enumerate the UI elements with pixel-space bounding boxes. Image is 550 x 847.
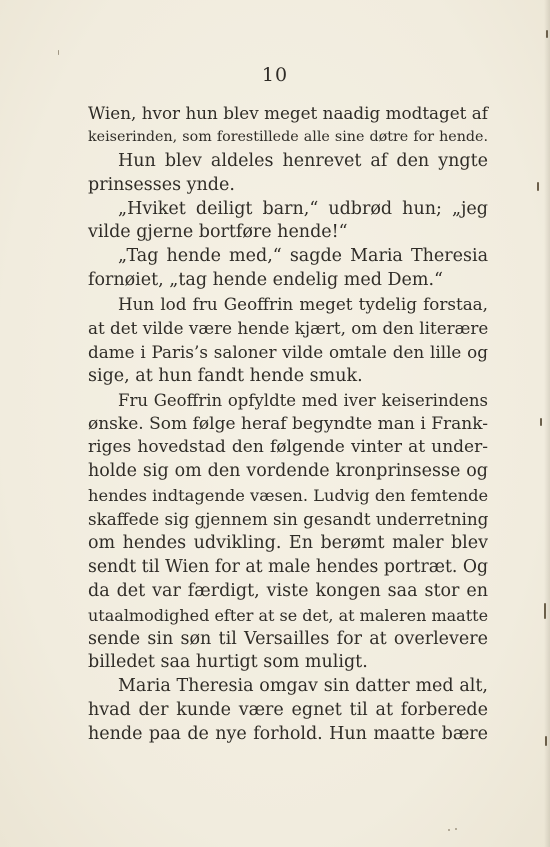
text-line: keiserinden, som forestillede alle sine døtre for hende. (88, 128, 488, 145)
text-line: „Tag hende med,“ sagde Maria Theresia (118, 246, 488, 267)
text-line: Fru Geoffrin opfyldte med iver keiserindens (118, 390, 488, 410)
text-line: Hun blev aldeles henrevet af den yngte (118, 150, 488, 171)
page-edge-shadow (544, 0, 550, 847)
text-line: dame i Paris’s saloner vilde omtale den lille og (88, 341, 488, 362)
text-line: hendes indtagende væsen. Ludvig den femtende (88, 486, 489, 506)
text-line: Maria Theresia omgav sin datter med alt, (118, 676, 488, 697)
text-line: sendt til Wien for at male hendes portræt. Og (88, 556, 489, 577)
margin-speck (544, 603, 546, 619)
body-text (88, 102, 488, 747)
margin-speck (540, 418, 542, 426)
text-line: Hun lod fru Geoffrin meget tydelig forstaa, (118, 294, 488, 315)
text-line: da det var færdigt, viste kongen saa stor en (88, 580, 488, 601)
margin-speck (537, 182, 539, 191)
text-line: „Hviket deiligt barn,“ udbrød hun; „jeg (118, 198, 488, 219)
text-line: hvad der kunde være egnet til at forberede (88, 700, 488, 721)
text-line: utaalmodighed efter at se det, at maleren maatte (88, 605, 489, 625)
margin-speck (545, 736, 547, 746)
text-line: om hendes udvikling. En berømt maler blev (88, 533, 488, 554)
page-number: 10 (261, 64, 289, 86)
margin-speck (455, 828, 457, 830)
text-line: Wien, hvor hun blev meget naadig modtaget af (88, 103, 488, 123)
text-line: skaffede sig gjennem sin gesandt underretning (88, 509, 489, 530)
text-line: sige, at hun fandt hende smuk. (88, 365, 363, 386)
text-line: fornøiet, „tag hende endelig med Dem.“ (88, 270, 443, 291)
text-line: billedet saa hurtigt som muligt. (88, 652, 368, 673)
margin-speck (58, 50, 59, 55)
text-line: riges hovedstad den følgende vinter at under- (88, 437, 488, 458)
text-line: prinsesses ynde. (88, 174, 235, 195)
margin-speck (448, 829, 450, 831)
text-line: at det vilde være hende kjært, om den literære (88, 318, 489, 339)
text-line: ønske. Som følge heraf begyndte man i Frank- (88, 413, 488, 434)
margin-speck (546, 30, 548, 38)
text-line: hende paa de nye forhold. Hun maatte bære (88, 724, 488, 745)
text-line: sende sin søn til Versailles for at overlevere (88, 628, 488, 649)
text-line: holde sig om den vordende kronprinsesse og (88, 461, 488, 482)
text-line: vilde gjerne bortføre hende!“ (88, 222, 348, 243)
